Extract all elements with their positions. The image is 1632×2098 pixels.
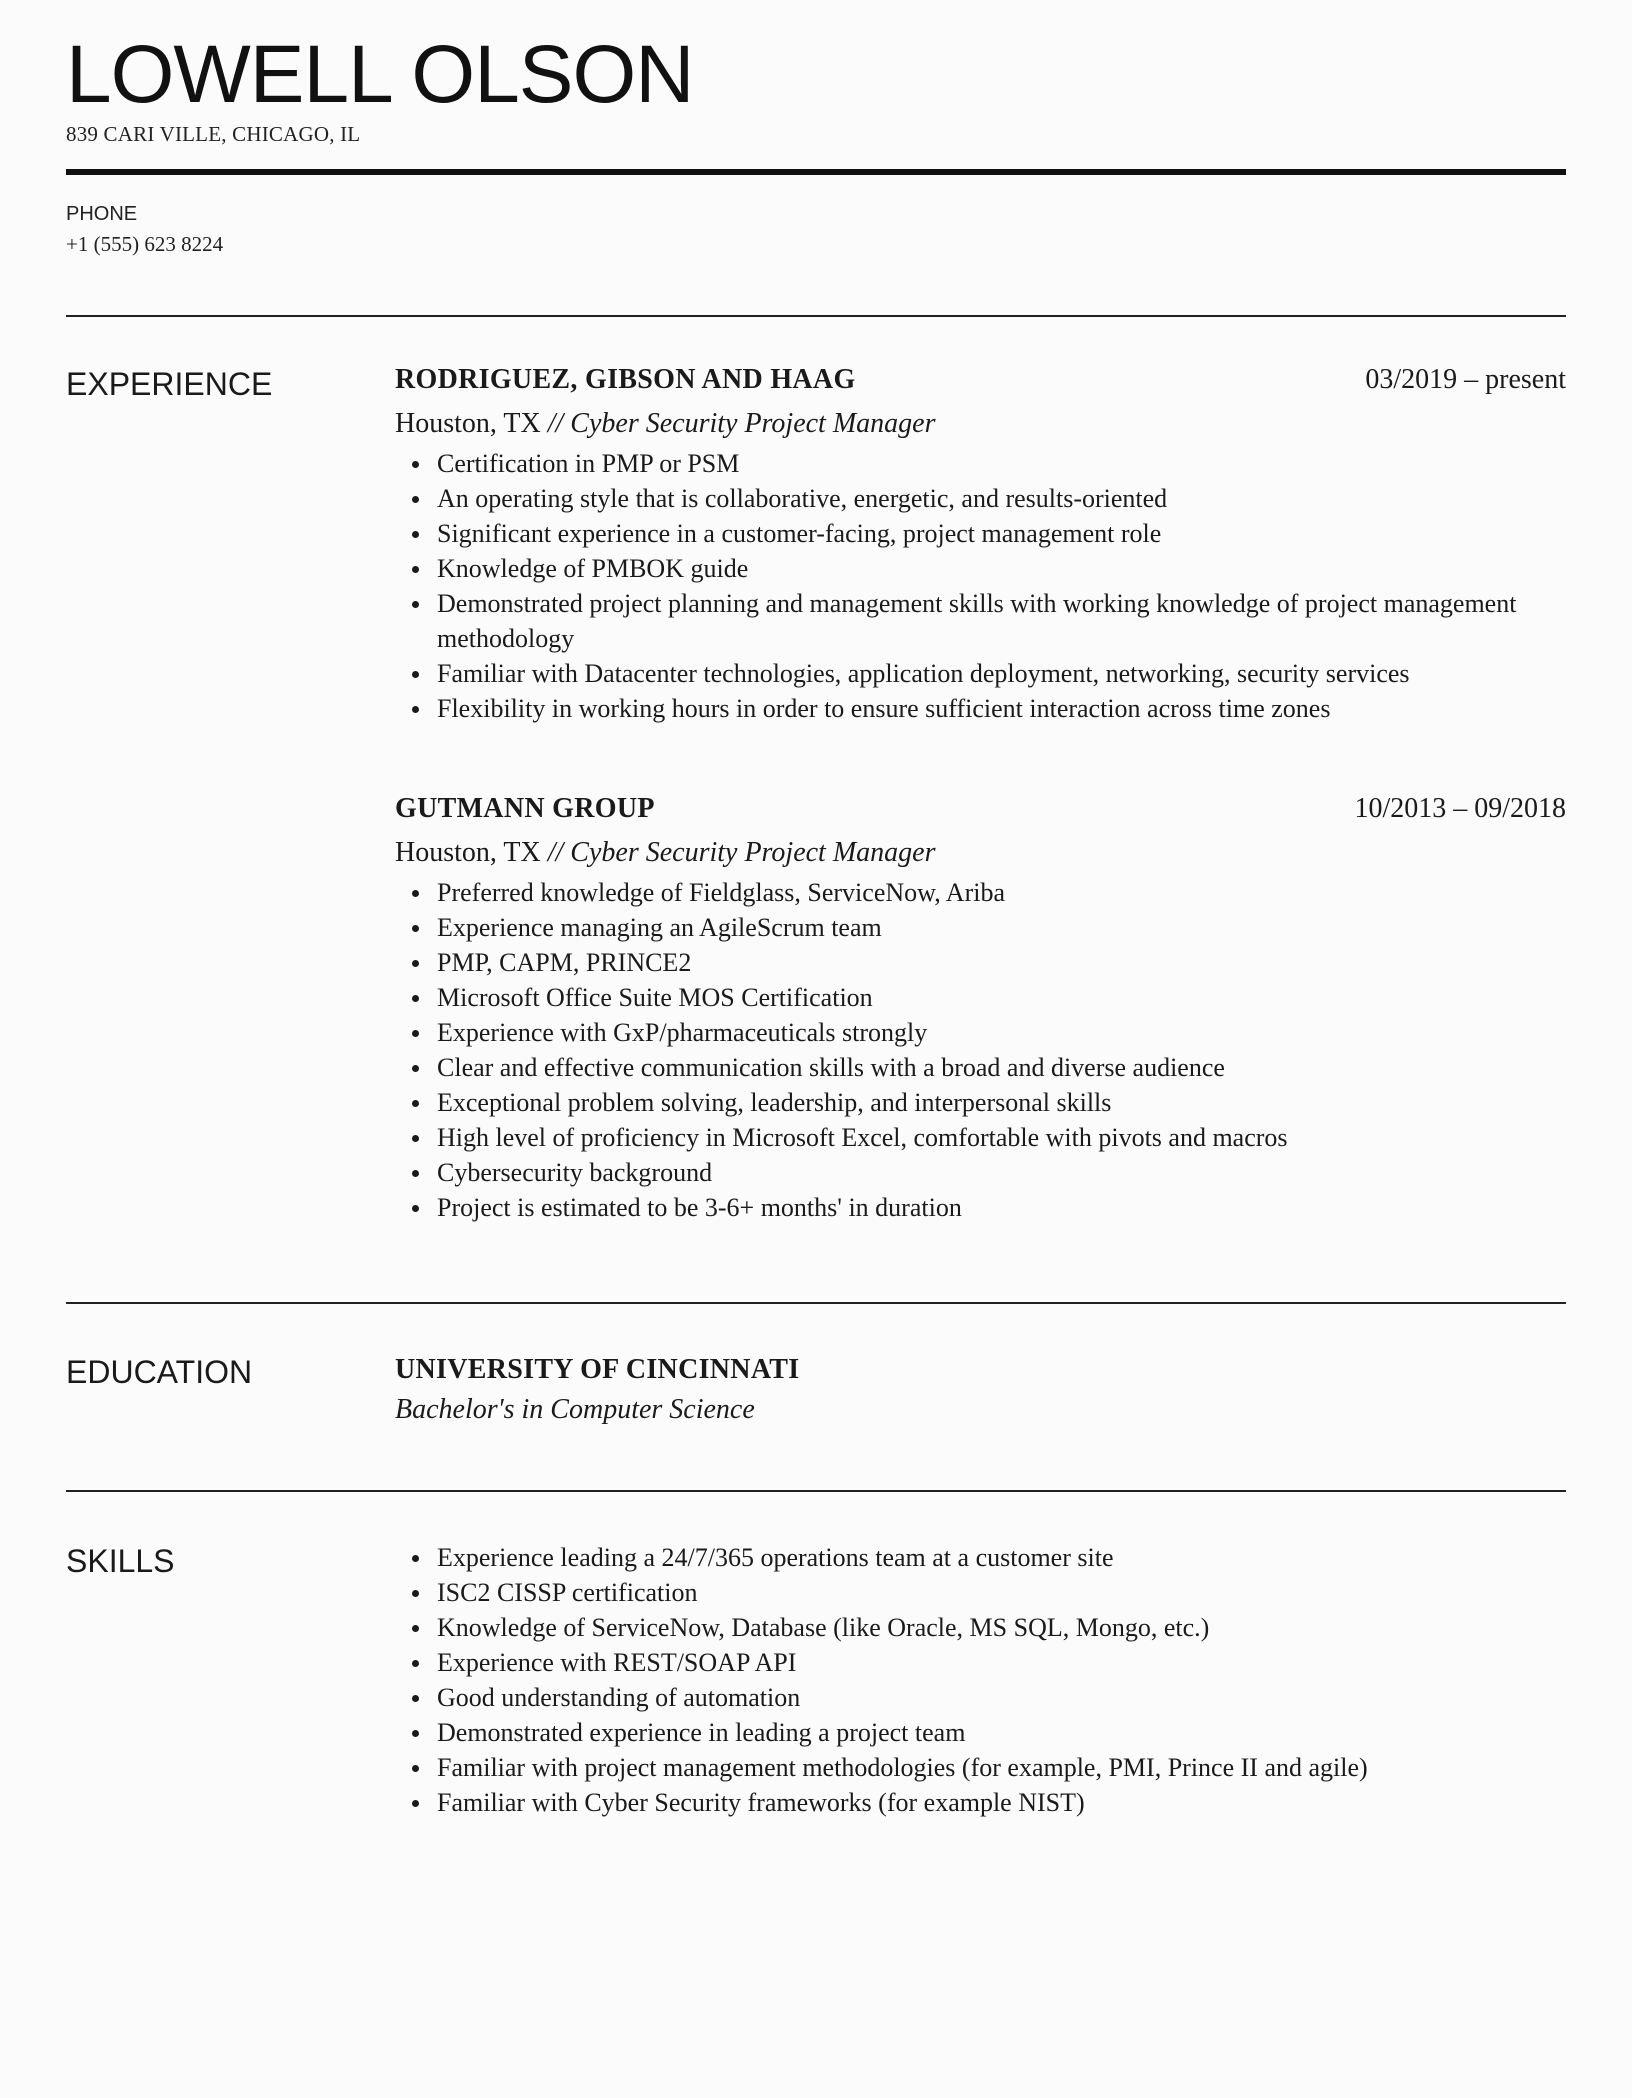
job-company: GUTMANN GROUP: [395, 793, 655, 824]
skill-item: Familiar with project management methodologies (for example, PMI, Prince II and agile): [395, 1750, 1566, 1785]
job-location: Houston, TX: [395, 837, 541, 868]
job-bullet: Significant experience in a customer-facing, project management role: [395, 516, 1566, 551]
job-bullets: [395, 446, 1566, 726]
job-location: Houston, TX: [395, 408, 541, 439]
candidate-name: LOWELL OLSON: [66, 29, 694, 120]
job-bullet: Exceptional problem solving, leadership, and interpersonal skills: [395, 1085, 1566, 1120]
section-divider: [66, 1302, 1566, 1304]
section-divider: [66, 315, 1566, 317]
education-entry: [395, 1350, 1566, 1430]
phone-label: PHONE: [66, 203, 138, 225]
job-company: RODRIGUEZ, GIBSON AND HAAG: [395, 364, 856, 395]
job-separator: //: [547, 837, 564, 868]
job-role: Cyber Security Project Manager: [570, 837, 936, 868]
job-subtitle: [395, 404, 1566, 444]
job-bullet: Microsoft Office Suite MOS Certification: [395, 980, 1566, 1015]
job-bullets: [395, 875, 1566, 1225]
job-bullet: Familiar with Datacenter technologies, application deployment, networking, security services: [395, 656, 1566, 691]
job-bullet: PMP, CAPM, PRINCE2: [395, 945, 1566, 980]
job-bullet: Experience with GxP/pharmaceuticals strongly: [395, 1015, 1566, 1050]
skill-item: ISC2 CISSP certification: [395, 1575, 1566, 1610]
job-entry: [395, 793, 1566, 1225]
job-bullet: Experience managing an AgileScrum team: [395, 910, 1566, 945]
phone-number: +1 (555) 623 8224: [66, 232, 224, 256]
job-dates: 10/2013 – 09/2018: [1354, 793, 1566, 824]
education-heading: EDUCATION: [66, 1354, 253, 1390]
skill-item: Demonstrated experience in leading a project team: [395, 1715, 1566, 1750]
section-divider: [66, 1490, 1566, 1492]
skills-list: [395, 1540, 1566, 1820]
skill-item: Knowledge of ServiceNow, Database (like Oracle, MS SQL, Mongo, etc.): [395, 1610, 1566, 1645]
job-bullet: Demonstrated project planning and management skills with working knowledge of project management methodology: [395, 586, 1566, 656]
skills-heading: SKILLS: [66, 1543, 175, 1579]
skill-item: Experience leading a 24/7/365 operations team at a customer site: [395, 1540, 1566, 1575]
education-degree: Bachelor's in Computer Science: [395, 1394, 755, 1425]
job-bullet: High level of proficiency in Microsoft Excel, comfortable with pivots and macros: [395, 1120, 1566, 1155]
job-separator: //: [547, 408, 564, 439]
job-bullet: Flexibility in working hours in order to ensure sufficient interaction across time zones: [395, 691, 1566, 726]
job-bullet: An operating style that is collaborative, energetic, and results-oriented: [395, 481, 1566, 516]
education-school: UNIVERSITY OF CINCINNATI: [395, 1354, 800, 1385]
candidate-address: 839 CARI VILLE, CHICAGO, IL: [66, 122, 361, 146]
header-divider: [66, 169, 1566, 175]
experience-heading: EXPERIENCE: [66, 366, 273, 402]
job-bullet: Certification in PMP or PSM: [395, 446, 1566, 481]
job-entry: [395, 364, 1566, 726]
job-bullet: Project is estimated to be 3-6+ months' in duration: [395, 1190, 1566, 1225]
job-dates: 03/2019 – present: [1365, 364, 1566, 395]
job-subtitle: [395, 833, 1566, 873]
job-bullet: Cybersecurity background: [395, 1155, 1566, 1190]
skills-entry: [395, 1538, 1566, 1820]
skill-item: Good understanding of automation: [395, 1680, 1566, 1715]
skill-item: Familiar with Cyber Security frameworks (for example NIST): [395, 1785, 1566, 1820]
job-bullet: Preferred knowledge of Fieldglass, ServiceNow, Ariba: [395, 875, 1566, 910]
job-bullet: Knowledge of PMBOK guide: [395, 551, 1566, 586]
job-bullet: Clear and effective communication skills with a broad and diverse audience: [395, 1050, 1566, 1085]
job-role: Cyber Security Project Manager: [570, 408, 936, 439]
skill-item: Experience with REST/SOAP API: [395, 1645, 1566, 1680]
